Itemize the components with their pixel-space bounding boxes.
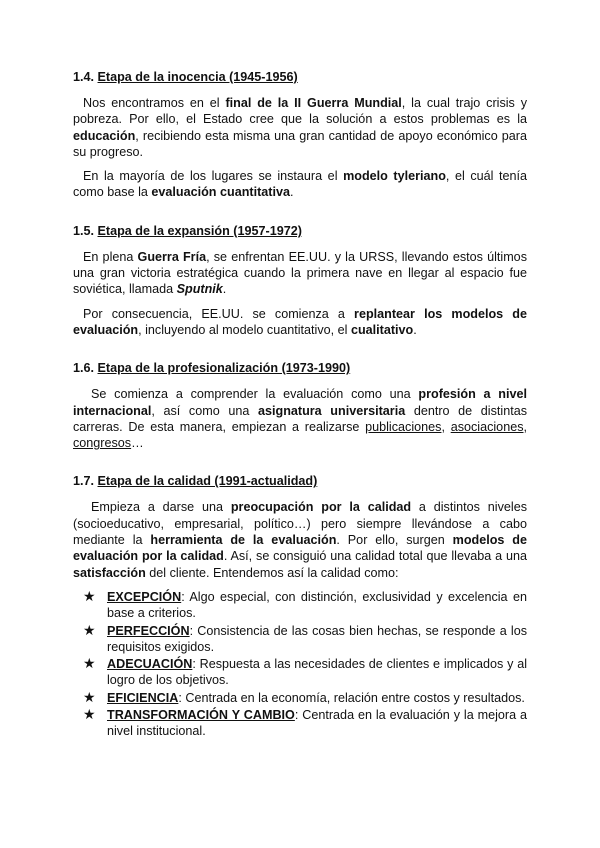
section-title: Etapa de la calidad (1991-actualidad) [97,474,318,489]
section-1-7 [73,473,527,739]
section-heading: 1.4. Etapa de la inocencia (1945-1956) [73,70,298,84]
paragraph: Por consecuencia, EE.UU. se comienza a replantear los modelos de evaluación, incluyendo al modelo cuantitativo, el cualitativo. [73,306,527,337]
paragraph: En la mayoría de los lugares se instaura el modelo tyleriano, el cuál tenía como base la evaluación cuantitativa. [73,169,527,200]
black-star-icon: ★ [83,706,96,723]
black-star-icon: ★ [83,587,96,604]
paragraph: Nos encontramos en el final de la II Guerra Mundial, la cual trajo crisis y pobreza. Por ello, el Estado cree que la solución a estos problemas es la educación, recibiendo esta misma una gran cantidad de apoyo económico para su progreso. [73,96,527,159]
section-1-5 [73,223,527,338]
section-heading: 1.5. Etapa de la expansión (1957-1972) [73,223,302,238]
list-item: ★ EXCEPCIÓN: Algo especial, con distinción, exclusividad y excelencia en base a criterios. [83,587,527,621]
list-item: ★ ADECUACIÓN: Respuesta a las necesidades de clientes e implicados y al logro de los objetivos. [83,655,527,688]
section-title: Etapa de la expansión (1957-1972) [97,223,302,238]
list-item: ★ EFICIENCIA: Centrada en la economía, relación entre costos y resultados. [83,688,525,705]
black-star-icon: ★ [83,655,96,672]
list-item: ★ PERFECCIÓN: Consistencia de las cosas bien hechas, se responde a los requisitos exigidos. [83,621,527,654]
section-heading: 1.7. Etapa de la calidad (1991-actualidad) [73,474,318,489]
section-title: Etapa de la inocencia (1945-1956) [97,70,298,84]
section-1-4 [73,69,527,201]
black-star-icon: ★ [83,688,96,705]
section-1-6 [73,360,527,451]
paragraph: En plena Guerra Fría, se enfrentan EE.UU. y la URSS, llevando estos últimos una gran victoria estratégica cuando la primera nave en llegar al espacio fue soviética, llamada Sputnik. [73,249,527,297]
paragraph: Se comienza a comprender la evaluación como una profesión a nivel internacional, así como una asignatura universitaria dentro de distintas carreras. De esta manera, empiezan a realizarse publicaciones, asociaciones, congresos… [73,387,528,451]
quality-list [73,589,527,740]
section-title: Etapa de la profesionalización (1973-1990) [97,361,351,376]
black-star-icon: ★ [83,621,96,638]
list-item: ★ TRANSFORMACIÓN Y CAMBIO: Centrada en la evaluación y la mejora a nivel institucional. [83,706,528,739]
paragraph: Empieza a darse una preocupación por la calidad a distintos niveles (socioeducativo, empresarial, político…) pero siempre llevándose a cabo mediante la herramienta de la evaluación. Por ello, surgen modelos de evaluación por la calidad. Así, se consiguió una calidad total que llevaba a una satisfacción del cliente. Entendemos así la calidad como: [73,500,528,580]
section-heading: 1.6. Etapa de la profesionalización (1973-1990) [73,361,351,376]
